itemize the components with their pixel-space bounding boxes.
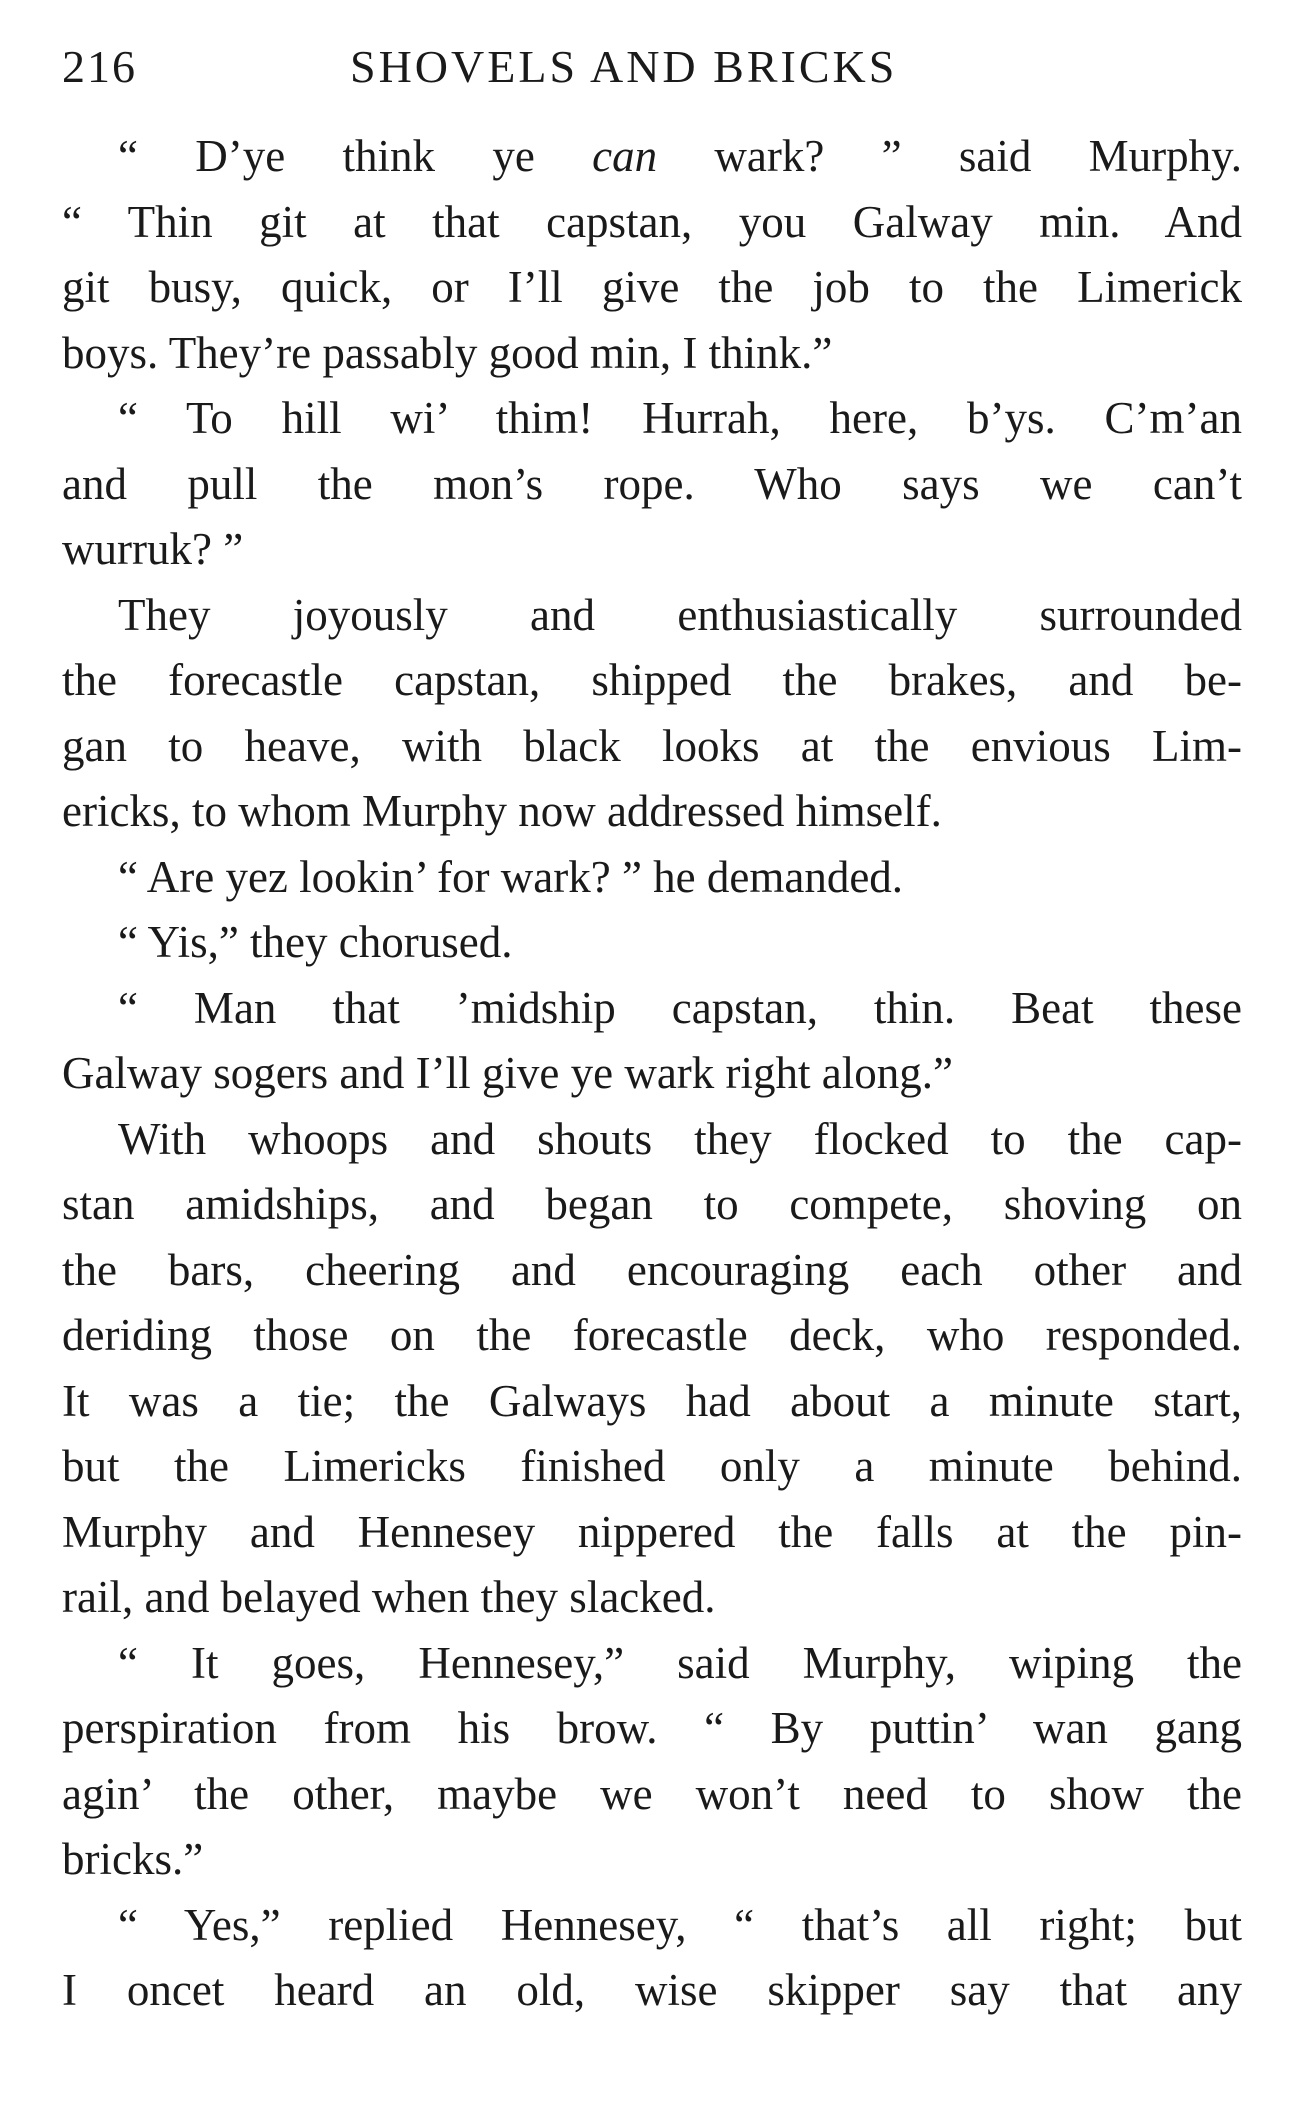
text-line — [62, 1172, 1242, 1238]
text-segment: deriding those on the forecastle deck, who responded. — [62, 1310, 1242, 1360]
text-segment: agin’ the other, maybe we won’t need to show the — [62, 1768, 1242, 1819]
text-line — [62, 1238, 1242, 1304]
text-line — [62, 1565, 1242, 1631]
italic-text: can — [592, 131, 658, 181]
text-line — [62, 1107, 1242, 1173]
text-segment: “ Yis,” they chorused. — [118, 917, 513, 967]
text-segment: git busy, quick, or I’ll give the job to the Limerick — [62, 262, 1242, 312]
text-segment: the bars, cheering and encouraging each other and — [62, 1244, 1242, 1295]
text-segment: “ Are yez lookin’ for wark? ” he demanded. — [118, 851, 904, 902]
text-segment: stan amidships, and began to compete, shoving on — [62, 1179, 1242, 1229]
text-segment: Murphy and Hennesey nippered the falls at the pin- — [62, 1506, 1242, 1557]
text-line — [62, 1958, 1242, 2024]
text-segment: wark? ” said Murphy. — [657, 131, 1242, 181]
page-header — [62, 40, 1242, 110]
text-segment: “ It goes, Hennesey,” said Murphy, wiping the — [118, 1637, 1242, 1688]
text-line — [62, 190, 1242, 256]
text-segment: I oncet heard an old, wise skipper say that any — [62, 1965, 1242, 2015]
text-segment: bricks.” — [62, 1834, 204, 1884]
text-line — [62, 1696, 1242, 1762]
text-segment: It was a tie; the Galways had about a minute start, — [62, 1375, 1242, 1426]
text-line — [62, 845, 1242, 911]
text-segment: and pull the mon’s rope. Who says we can’t — [62, 458, 1242, 509]
text-segment: boys. They’re passably good min, I think.” — [62, 327, 833, 378]
book-page — [62, 40, 1242, 2024]
text-line — [62, 1893, 1242, 1959]
text-line — [62, 1500, 1242, 1566]
text-segment: ericks, to whom Murphy now addressed himself. — [62, 786, 942, 836]
text-segment: “ Man that ’midship capstan, thin. Beat these — [118, 982, 1242, 1033]
text-segment: gan to heave, with black looks at the envious Lim- — [62, 720, 1242, 771]
text-line — [62, 1303, 1242, 1369]
text-line — [62, 1369, 1242, 1435]
text-line — [62, 452, 1242, 518]
text-segment: “ Thin git at that capstan, you Galway min. And — [62, 196, 1242, 247]
text-line — [62, 1041, 1242, 1107]
text-segment: “ To hill wi’ thim! Hurrah, here, b’ys. C’m’an — [118, 393, 1242, 443]
text-line — [62, 1762, 1242, 1828]
text-line — [62, 648, 1242, 714]
body-text — [62, 124, 1242, 2024]
text-line — [62, 255, 1242, 321]
text-line — [62, 779, 1242, 845]
text-line — [62, 714, 1242, 780]
text-line — [62, 517, 1242, 583]
text-segment: rail, and belayed when they slacked. — [62, 1572, 716, 1622]
text-segment: wurruk? ” — [62, 524, 244, 574]
text-line — [62, 1631, 1242, 1697]
text-line — [62, 1434, 1242, 1500]
text-line — [62, 583, 1242, 649]
running-head: SHOVELS AND BRICKS — [350, 41, 898, 92]
text-segment: but the Limericks finished only a minute behind. — [62, 1441, 1242, 1491]
text-line — [62, 321, 1242, 387]
text-segment: perspiration from his brow. “ By puttin’ wan gang — [62, 1703, 1242, 1753]
text-segment: the forecastle capstan, shipped the brakes, and be- — [62, 655, 1242, 705]
text-line — [62, 386, 1242, 452]
text-line — [62, 910, 1242, 976]
text-line — [62, 1827, 1242, 1893]
text-segment: With whoops and shouts they flocked to the cap- — [118, 1113, 1242, 1164]
text-segment: Galway sogers and I’ll give ye wark right along.” — [62, 1048, 953, 1098]
text-segment: They joyously and enthusiastically surrounded — [118, 589, 1242, 640]
page-number: 216 — [62, 41, 137, 92]
text-line — [62, 124, 1242, 190]
text-line — [62, 976, 1242, 1042]
text-segment: “ D’ye think ye — [118, 131, 593, 181]
text-segment: “ Yes,” replied Hennesey, “ that’s all right; but — [118, 1899, 1242, 1950]
